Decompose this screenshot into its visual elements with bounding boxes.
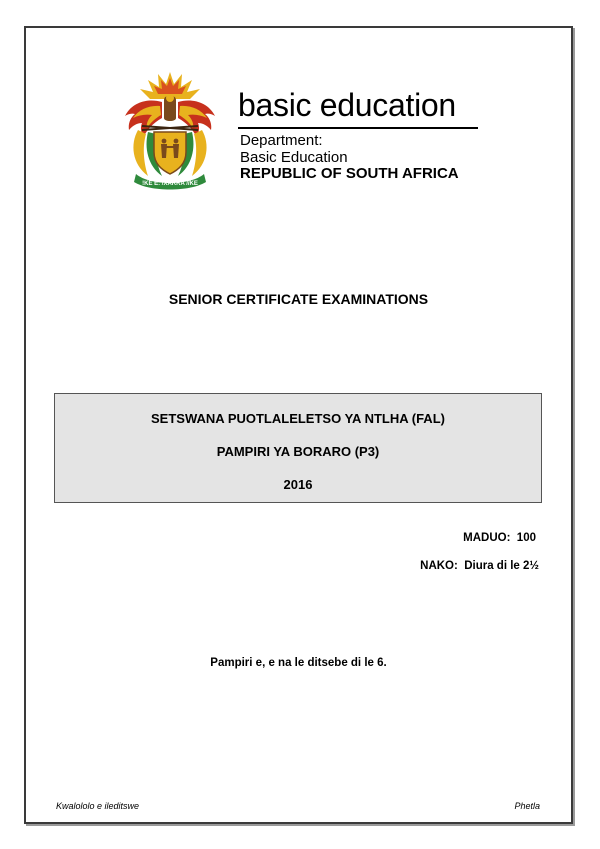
crest-motto: !KE E: /XARRA //KE bbox=[142, 181, 198, 187]
coat-of-arms-icon bbox=[122, 68, 218, 192]
exam-title: SENIOR CERTIFICATE EXAMINATIONS bbox=[168, 291, 429, 307]
total-marks: MADUO: 100 bbox=[463, 532, 536, 544]
department-label: Department: bbox=[240, 132, 323, 149]
copyright-note: Kwalololo e ileditswe bbox=[56, 801, 140, 811]
wheat-right-icon bbox=[192, 130, 207, 176]
subject-box bbox=[54, 393, 542, 503]
brand-title: basic education bbox=[238, 87, 456, 123]
wheat-left-icon bbox=[133, 130, 148, 176]
exam-year: 2016 bbox=[283, 477, 313, 492]
department-name: Basic Education bbox=[240, 149, 348, 166]
paper-name: PAMPIRI YA BORARO (P3) bbox=[216, 444, 380, 459]
brand-divider bbox=[238, 127, 478, 129]
exam-duration: NAKO: Diura di le 2½ bbox=[420, 560, 539, 572]
page-count-note: Pampiri e, e na le ditsebe di le 6. bbox=[210, 657, 387, 669]
shield-icon bbox=[154, 132, 186, 174]
subject-name: SETSWANA PUOTLALELETSO YA NTLHA (FAL) bbox=[151, 411, 445, 426]
country-name: REPUBLIC OF SOUTH AFRICA bbox=[240, 165, 459, 182]
turn-over-note: Phetla bbox=[514, 801, 540, 811]
